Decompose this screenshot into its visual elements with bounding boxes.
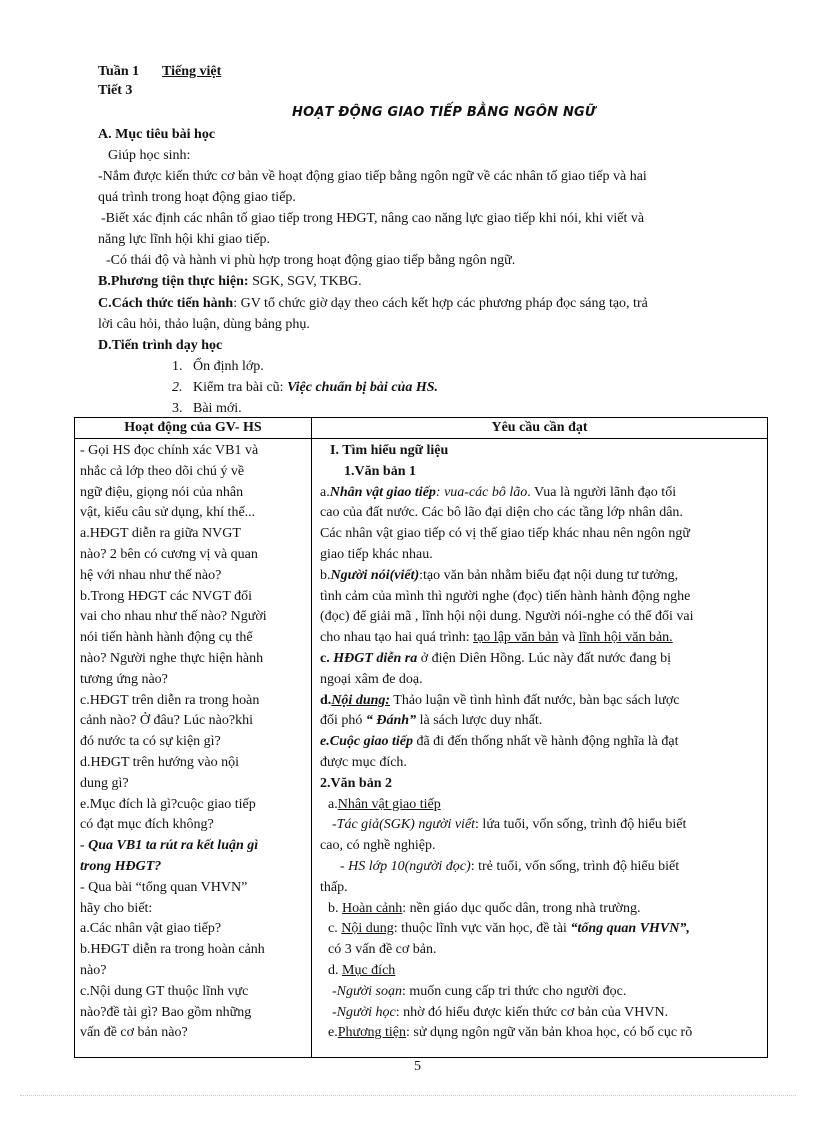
activity-line: trong HĐGT? — [80, 858, 162, 874]
item-a-line: cao của đất nước. Các bô lão đại diện cho các tầng lớp nhân dân. — [320, 505, 683, 521]
activity-line: nào? — [80, 962, 107, 978]
period-label: Tiết 3 — [98, 83, 133, 98]
week-label: Tuần 1 — [98, 64, 140, 79]
activity-line: hệ với nhau như thế nào? — [80, 567, 222, 583]
item-b-line: tình cảm của mình thì người nghe (đọc) tiến hành hành động nghe — [320, 588, 691, 604]
item-b-line: (đọc) để giải mã , lĩnh hội nội dung. Người nói-nghe có thể đổi vai — [320, 609, 694, 625]
activity-line: nào? Người nghe thực hiện hành — [80, 650, 264, 666]
item-b-line: cho nhau tạo hai quá trình: tạo lập văn bản và lĩnh hội văn bản. — [320, 630, 673, 646]
section-heading: I. Tìm hiểu ngữ liệu — [330, 443, 449, 458]
vb2-item-c-line: có 3 vấn đề cơ bản. — [328, 942, 437, 958]
step-text: Kiểm tra bài cũ: — [193, 380, 288, 395]
section-a-heading: A. Mục tiêu bài học — [98, 127, 216, 142]
vb2-item-e: e.Phương tiện: sử dụng ngôn ngữ văn bản khoa học, có bố cục rõ — [328, 1025, 693, 1041]
table-header-row — [75, 418, 768, 439]
vb2-item-b: b. Hoàn cảnh: nền giáo dục quốc dân, trong nhà trường. — [328, 900, 641, 916]
activity-line: a.HĐGT diễn ra giữa NVGT — [80, 526, 241, 542]
step-number: 3. — [172, 401, 183, 416]
section-c-line-2: lời câu hỏi, thảo luận, dùng bảng phụ. — [98, 317, 310, 332]
activity-line: - Qua VB1 ta rút ra kết luận gì — [80, 838, 259, 854]
activity-line: nói tiến hành hành động cụ thể — [80, 630, 253, 646]
activity-line: đó nước ta có sự kiện gì? — [80, 734, 221, 750]
step-text: Ổn định lớp. — [193, 359, 264, 374]
item-e: e.Cuộc giao tiếp đã đi đến thống nhất về hành động nghĩa là đạt — [320, 734, 679, 750]
item-c: c. HĐGT diễn ra ở điện Diên Hồng. Lúc này đất nước đang bị — [320, 650, 671, 666]
activities-cell — [75, 439, 312, 1058]
activity-line: tương ứng nào? — [80, 671, 168, 687]
step-2 — [172, 378, 438, 397]
vb2-reader: - HS lớp 10(người đọc): trẻ tuổi, vốn sống, trình độ hiểu biết — [340, 858, 680, 874]
column-header-requirements: Yêu cầu cần đạt — [312, 418, 768, 439]
activity-line: dung gì? — [80, 775, 129, 791]
activity-line: b.Trong HĐGT các NVGT đổi — [80, 588, 253, 604]
item-a-line: giao tiếp khác nhau. — [320, 546, 433, 562]
section-c-heading: C.Cách thức tiến hành — [98, 296, 234, 311]
activity-line: - Qua bài “tổng quan VHVN” — [80, 879, 248, 895]
activity-line: nhắc cả lớp theo dõi chú ý về — [80, 463, 245, 479]
activity-line: nào? 2 bên có cương vị và quan — [80, 546, 258, 562]
activity-line: có đạt mục đích không? — [80, 817, 214, 833]
subsection-vb1: 1.Văn bản 1 — [344, 463, 416, 479]
section-a-intro: Giúp học sinh: — [108, 148, 191, 163]
activity-line: d.HĐGT trên hướng vào nội — [80, 754, 239, 770]
item-c-line: ngoại xâm đe doạ. — [320, 671, 423, 687]
activity-line: vật, kiểu câu sử dụng, khí thế... — [80, 505, 256, 521]
activities-list — [75, 439, 311, 1057]
section-b — [98, 272, 362, 291]
activity-line: c.HĐGT trên diễn ra trong hoàn — [80, 692, 260, 708]
step-3 — [172, 399, 242, 418]
activity-line: hãy cho biết: — [80, 900, 153, 916]
requirements-content — [312, 439, 767, 1057]
activity-line: vấn đề cơ bản nào? — [80, 1025, 188, 1041]
vb2-reader-line: thấp. — [320, 879, 348, 895]
section-c-line-1 — [98, 294, 648, 313]
item-d: d.Nội dung: Thảo luận về tình hình đất nước, bàn bạc sách lược — [320, 692, 680, 708]
section-b-heading: B.Phương tiện thực hiện: — [98, 274, 249, 289]
section-b-text: SGK, SGV, TKBG. — [248, 274, 362, 289]
activity-line: a.Các nhân vật giao tiếp? — [80, 921, 222, 937]
page-number: 5 — [414, 1059, 421, 1074]
step-1 — [172, 357, 264, 376]
objective-1-line-1: -Nắm được kiến thức cơ bản về hoạt động giao tiếp bằng ngôn ngữ về các nhân tố giao tiếp và hai — [98, 169, 647, 184]
objective-3: -Có thái độ và hành vi phù hợp trong hoạt động giao tiếp bằng ngôn ngữ. — [106, 253, 516, 268]
subject-label: Tiếng việt — [162, 64, 222, 79]
column-header-activities: Hoạt động của GV- HS — [75, 418, 312, 439]
table-row — [75, 439, 768, 1058]
section-c-text: : GV tổ chức giờ dạy theo cách kết hợp các phương pháp đọc sáng tạo, trả — [233, 296, 648, 311]
requirements-cell — [312, 439, 768, 1058]
step-text: Bài mới. — [193, 401, 242, 416]
activity-line: cảnh nào? Ở đâu? Lúc nào?khi — [80, 713, 253, 729]
activity-line: - Gọi HS đọc chính xác VB1 và — [80, 443, 259, 458]
vb2-author-line: cao, có nghề nghiệp. — [320, 838, 436, 854]
activity-line: vai cho nhau như thế nào? Người — [80, 609, 267, 625]
page-divider — [20, 1095, 796, 1096]
item-a: a.Nhân vật giao tiếp: vua-các bô lão. Vua là người lãnh đạo tối — [320, 484, 677, 500]
activity-line: c.Nội dung GT thuộc lĩnh vực — [80, 983, 249, 999]
step-number: 1. — [172, 359, 183, 374]
item-e-line: được mục đích. — [320, 754, 407, 770]
objective-1-line-2: quá trình trong hoạt động giao tiếp. — [98, 190, 296, 205]
activity-line: ngữ điệu, giọng nói của nhân — [80, 484, 244, 500]
step-number: 2. — [172, 380, 183, 395]
step-emphasis: Việc chuẩn bị bài của HS. — [287, 380, 438, 395]
subsection-vb2: 2.Văn bản 2 — [320, 775, 392, 791]
lesson-title: HOẠT ĐỘNG GIAO TIẾP BẰNG NGÔN NGỮ — [292, 105, 596, 120]
activity-line: b.HĐGT diễn ra trong hoàn cảnh — [80, 942, 265, 958]
vb2-item-a: a.Nhân vật giao tiếp — [328, 796, 441, 812]
vb2-composer: -Người soạn: muốn cung cấp tri thức cho người đọc. — [332, 983, 627, 999]
item-d-line: đối phó “ Đánh” là sách lược duy nhất. — [320, 713, 543, 729]
vb2-item-d: d. Mục đích — [328, 962, 396, 978]
objective-2-line-1: -Biết xác định các nhân tố giao tiếp trong HĐGT, nâng cao năng lực giao tiếp khi nói, khi viết và — [101, 211, 645, 226]
vb2-learner: -Người học: nhờ đó hiểu được kiến thức cơ bản của VHVN. — [332, 1004, 669, 1020]
section-d-heading: D.Tiến trình dạy học — [98, 338, 223, 353]
item-a-line: Các nhân vật giao tiếp có vị thế giao tiếp khác nhau nên ngôn ngữ — [320, 526, 690, 542]
item-b: b.Người nói(viết):tạo văn bản nhằm biểu đạt nội dung tư tưởng, — [320, 567, 679, 583]
vb2-author: -Tác giả(SGK) người viết: lứa tuổi, vốn sống, trình độ hiểu biết — [332, 817, 687, 833]
activity-line: e.Mục đích là gì?cuộc giao tiếp — [80, 796, 256, 812]
objective-2-line-2: năng lực lĩnh hội khi giao tiếp. — [98, 232, 271, 247]
vb2-item-c: c. Nội dung: thuộc lĩnh vực văn học, đề tài “tổng quan VHVN”, — [328, 921, 690, 937]
lesson-table — [74, 417, 768, 1058]
activity-line: nào?đề tài gì? Bao gồm những — [80, 1004, 252, 1020]
